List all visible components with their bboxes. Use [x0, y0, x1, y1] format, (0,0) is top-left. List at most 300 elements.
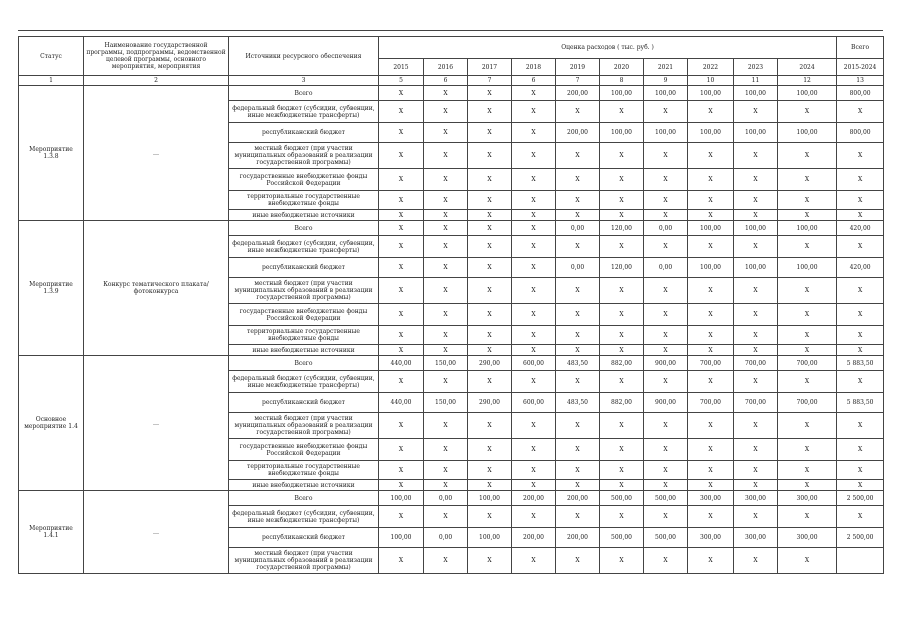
source-cell: иные внебюджетные источники [229, 210, 379, 221]
value-cell: X [644, 413, 688, 439]
year-2015: 2015 [379, 59, 424, 76]
total-cell: X [837, 326, 884, 345]
value-cell: 300,00 [734, 528, 778, 548]
source-cell: территориальные государственные внебюджетные фонды [229, 461, 379, 480]
value-cell: X [644, 143, 688, 169]
col-number: 5 [379, 76, 424, 86]
value-cell: 100,00 [778, 123, 837, 143]
value-cell: 100,00 [734, 86, 778, 101]
value-cell: X [424, 258, 468, 278]
measure-name-cell: … [84, 86, 229, 221]
value-cell: 120,00 [600, 258, 644, 278]
value-cell: X [468, 480, 512, 491]
value-cell: X [734, 304, 778, 326]
value-cell: X [512, 86, 556, 101]
col-number: 8 [600, 76, 644, 86]
source-cell: федеральный бюджет (субсидии, субвенции, иные межбюджетные трансферты) [229, 101, 379, 123]
value-cell: 100,00 [778, 86, 837, 101]
value-cell: X [512, 480, 556, 491]
value-cell: X [468, 221, 512, 236]
value-cell: X [778, 143, 837, 169]
col-number: 7 [468, 76, 512, 86]
value-cell: 700,00 [778, 356, 837, 371]
value-cell: X [424, 345, 468, 356]
value-cell: X [688, 506, 734, 528]
value-cell: X [688, 236, 734, 258]
value-cell: 150,00 [424, 393, 468, 413]
value-cell: X [512, 236, 556, 258]
value-cell: X [379, 413, 424, 439]
value-cell: X [512, 101, 556, 123]
value-cell: 200,00 [556, 86, 600, 101]
source-cell: федеральный бюджет (субсидии, субвенции, иные межбюджетные трансферты) [229, 371, 379, 393]
value-cell: X [424, 439, 468, 461]
value-cell: X [600, 191, 644, 210]
value-cell: X [778, 413, 837, 439]
value-cell: 150,00 [424, 356, 468, 371]
value-cell: X [644, 548, 688, 574]
value-cell: X [644, 506, 688, 528]
col-number: 6 [512, 76, 556, 86]
value-cell: 440,00 [379, 393, 424, 413]
value-cell: X [734, 101, 778, 123]
value-cell: X [778, 439, 837, 461]
value-cell: X [424, 326, 468, 345]
status-cell: Основное мероприятие 1.4 [19, 356, 84, 491]
value-cell: X [600, 169, 644, 191]
value-cell: X [379, 371, 424, 393]
value-cell: 600,00 [512, 393, 556, 413]
value-cell: X [512, 221, 556, 236]
value-cell: 882,00 [600, 356, 644, 371]
col-number: 13 [837, 76, 884, 86]
value-cell: X [512, 506, 556, 528]
value-cell: X [556, 371, 600, 393]
value-cell: 100,00 [688, 258, 734, 278]
value-cell: X [468, 326, 512, 345]
value-cell: 500,00 [600, 491, 644, 506]
value-cell: 100,00 [644, 86, 688, 101]
measure-name-cell: … [84, 491, 229, 574]
value-cell: X [734, 548, 778, 574]
col-number: 10 [688, 76, 734, 86]
value-cell: X [424, 461, 468, 480]
value-cell: X [468, 371, 512, 393]
col-number: 3 [229, 76, 379, 86]
value-cell: 700,00 [734, 393, 778, 413]
value-cell: X [600, 548, 644, 574]
source-cell: государственные внебюджетные фонды Российской Федерации [229, 439, 379, 461]
value-cell: X [556, 480, 600, 491]
value-cell: X [556, 439, 600, 461]
total-cell: X [837, 278, 884, 304]
value-cell: 882,00 [600, 393, 644, 413]
value-cell: X [734, 371, 778, 393]
total-cell: 800,00 [837, 123, 884, 143]
value-cell: X [600, 210, 644, 221]
value-cell: X [734, 278, 778, 304]
value-cell: X [688, 548, 734, 574]
source-cell: федеральный бюджет (субсидии, субвенции, иные межбюджетные трансферты) [229, 236, 379, 258]
value-cell: 200,00 [512, 528, 556, 548]
value-cell: X [734, 169, 778, 191]
value-cell: 200,00 [556, 123, 600, 143]
value-cell: X [688, 304, 734, 326]
value-cell: X [600, 278, 644, 304]
value-cell: X [424, 371, 468, 393]
col-number: 11 [734, 76, 778, 86]
value-cell: X [468, 258, 512, 278]
value-cell: 100,00 [734, 221, 778, 236]
value-cell: X [688, 371, 734, 393]
value-cell: X [379, 221, 424, 236]
value-cell: X [688, 345, 734, 356]
value-cell: X [512, 143, 556, 169]
value-cell: X [556, 143, 600, 169]
value-cell: X [424, 143, 468, 169]
estimate-header: Оценка расходов ( тыс. руб. ) [379, 37, 837, 59]
value-cell: X [644, 278, 688, 304]
value-cell: 600,00 [512, 356, 556, 371]
column-number-row [19, 76, 884, 86]
value-cell: X [688, 191, 734, 210]
value-cell: X [778, 191, 837, 210]
value-cell: X [556, 169, 600, 191]
value-cell: 200,00 [512, 491, 556, 506]
value-cell: X [379, 101, 424, 123]
value-cell: X [379, 169, 424, 191]
value-cell: 100,00 [688, 221, 734, 236]
value-cell: 500,00 [600, 528, 644, 548]
source-cell: Всего [229, 221, 379, 236]
value-cell: X [379, 123, 424, 143]
col-number: 12 [778, 76, 837, 86]
value-cell: 290,00 [468, 356, 512, 371]
value-cell: 100,00 [778, 221, 837, 236]
value-cell: 100,00 [379, 528, 424, 548]
value-cell: X [644, 191, 688, 210]
value-cell: X [688, 413, 734, 439]
value-cell: 0,00 [644, 258, 688, 278]
value-cell: X [379, 548, 424, 574]
value-cell: X [468, 101, 512, 123]
value-cell: X [512, 258, 556, 278]
total-cell: X [837, 506, 884, 528]
value-cell: X [734, 345, 778, 356]
value-cell: X [734, 210, 778, 221]
value-cell: 0,00 [644, 221, 688, 236]
status-cell: Мероприятие 1.3.8 [19, 86, 84, 221]
value-cell: X [778, 345, 837, 356]
value-cell: 100,00 [688, 86, 734, 101]
status-cell: Мероприятие 1.4.1 [19, 491, 84, 574]
sources-header: Источники ресурсного обеспечения [229, 37, 379, 76]
value-cell: X [600, 326, 644, 345]
value-cell: X [512, 413, 556, 439]
value-cell: X [778, 548, 837, 574]
total-cell: 5 883,50 [837, 393, 884, 413]
col-number: 1 [19, 76, 84, 86]
value-cell: X [600, 236, 644, 258]
value-cell: 900,00 [644, 356, 688, 371]
value-cell: X [379, 86, 424, 101]
value-cell: X [600, 304, 644, 326]
value-cell: 483,50 [556, 356, 600, 371]
year-2022: 2022 [688, 59, 734, 76]
value-cell: X [600, 345, 644, 356]
value-cell: X [734, 413, 778, 439]
value-cell: X [556, 461, 600, 480]
value-cell: X [644, 326, 688, 345]
top-rule [18, 30, 883, 31]
value-cell: X [512, 439, 556, 461]
value-cell: X [379, 461, 424, 480]
source-cell: иные внебюджетные источники [229, 480, 379, 491]
total-cell: X [837, 236, 884, 258]
table-row [19, 356, 884, 371]
value-cell: X [468, 169, 512, 191]
value-cell: X [688, 101, 734, 123]
value-cell: X [556, 278, 600, 304]
value-cell: X [512, 326, 556, 345]
value-cell: 100,00 [600, 86, 644, 101]
value-cell: X [379, 345, 424, 356]
year-2023: 2023 [734, 59, 778, 76]
value-cell: X [468, 86, 512, 101]
total-period: 2015-2024 [837, 59, 884, 76]
value-cell: X [468, 413, 512, 439]
col-number: 9 [644, 76, 688, 86]
total-cell: X [837, 439, 884, 461]
value-cell: X [424, 506, 468, 528]
value-cell: X [424, 236, 468, 258]
total-cell: X [837, 101, 884, 123]
value-cell: X [379, 480, 424, 491]
value-cell: X [424, 191, 468, 210]
value-cell: X [734, 236, 778, 258]
total-cell: X [837, 304, 884, 326]
value-cell: 0,00 [424, 528, 468, 548]
value-cell: 100,00 [734, 258, 778, 278]
total-header: Всего [837, 37, 884, 59]
value-cell: X [424, 169, 468, 191]
value-cell: 700,00 [734, 356, 778, 371]
value-cell: X [379, 210, 424, 221]
value-cell: X [379, 326, 424, 345]
value-cell: X [600, 480, 644, 491]
source-cell: республиканский бюджет [229, 393, 379, 413]
table-row [19, 491, 884, 506]
year-2020: 2020 [600, 59, 644, 76]
value-cell: 100,00 [468, 491, 512, 506]
table-body [19, 86, 884, 574]
value-cell: X [734, 506, 778, 528]
value-cell: X [424, 101, 468, 123]
value-cell: 300,00 [688, 528, 734, 548]
value-cell: X [379, 506, 424, 528]
value-cell: X [778, 304, 837, 326]
value-cell: X [468, 548, 512, 574]
value-cell: X [644, 304, 688, 326]
value-cell: X [556, 548, 600, 574]
value-cell: X [688, 143, 734, 169]
value-cell: X [688, 461, 734, 480]
total-cell: 5 883,50 [837, 356, 884, 371]
year-2021: 2021 [644, 59, 688, 76]
source-cell: местный бюджет (при участии муниципальных образований в реализации государственной программы) [229, 413, 379, 439]
value-cell: X [424, 221, 468, 236]
value-cell: 440,00 [379, 356, 424, 371]
value-cell: X [734, 439, 778, 461]
value-cell: 700,00 [778, 393, 837, 413]
year-2019: 2019 [556, 59, 600, 76]
source-cell: Всего [229, 491, 379, 506]
value-cell: X [379, 278, 424, 304]
value-cell: 100,00 [600, 123, 644, 143]
source-cell: республиканский бюджет [229, 258, 379, 278]
value-cell: X [379, 258, 424, 278]
value-cell: X [778, 461, 837, 480]
value-cell: 700,00 [688, 356, 734, 371]
value-cell: X [512, 191, 556, 210]
table-row [19, 221, 884, 236]
value-cell: X [556, 506, 600, 528]
source-cell: государственные внебюджетные фонды Российской Федерации [229, 169, 379, 191]
value-cell: 100,00 [778, 258, 837, 278]
total-cell: 2 500,00 [837, 528, 884, 548]
value-cell: 483,50 [556, 393, 600, 413]
value-cell: X [379, 439, 424, 461]
value-cell: 200,00 [556, 528, 600, 548]
value-cell: X [424, 278, 468, 304]
table-row [19, 86, 884, 101]
value-cell: X [556, 304, 600, 326]
value-cell: X [468, 210, 512, 221]
value-cell: X [556, 413, 600, 439]
value-cell: X [734, 480, 778, 491]
value-cell: X [778, 169, 837, 191]
value-cell: X [512, 210, 556, 221]
value-cell: X [734, 191, 778, 210]
value-cell: X [600, 371, 644, 393]
value-cell: X [778, 506, 837, 528]
value-cell: X [734, 143, 778, 169]
value-cell: X [556, 345, 600, 356]
value-cell: X [424, 480, 468, 491]
value-cell: X [556, 326, 600, 345]
value-cell: X [734, 461, 778, 480]
source-cell: иные внебюджетные источники [229, 345, 379, 356]
col-number: 6 [424, 76, 468, 86]
total-cell: 2 500,00 [837, 491, 884, 506]
value-cell: X [424, 304, 468, 326]
measure-name-cell: Конкурс тематического плаката/фотоконкурса [84, 221, 229, 356]
value-cell: X [512, 461, 556, 480]
value-cell: X [468, 461, 512, 480]
value-cell: X [468, 345, 512, 356]
source-cell: Всего [229, 356, 379, 371]
value-cell: X [688, 480, 734, 491]
year-2017: 2017 [468, 59, 512, 76]
value-cell: X [468, 439, 512, 461]
value-cell: X [379, 236, 424, 258]
value-cell: 0,00 [556, 221, 600, 236]
value-cell: X [468, 123, 512, 143]
value-cell: X [424, 123, 468, 143]
name-header: Наименование государственной программы, подпрограммы, ведомственной целевой программы, основного мероприятия, мероприятия [84, 37, 229, 76]
value-cell: X [688, 326, 734, 345]
total-cell: X [837, 480, 884, 491]
year-2024: 2024 [778, 59, 837, 76]
value-cell: X [600, 439, 644, 461]
value-cell: X [424, 413, 468, 439]
value-cell: 700,00 [688, 393, 734, 413]
value-cell: X [600, 413, 644, 439]
source-cell: местный бюджет (при участии муниципальных образований в реализации государственной программы) [229, 278, 379, 304]
value-cell: X [688, 210, 734, 221]
value-cell: X [688, 278, 734, 304]
source-cell: территориальные государственные внебюджетные фонды [229, 191, 379, 210]
status-header: Статус [19, 37, 84, 76]
source-cell: местный бюджет (при участии муниципальных образований в реализации государственной программы) [229, 548, 379, 574]
value-cell: 100,00 [379, 491, 424, 506]
col-number: 7 [556, 76, 600, 86]
value-cell: X [644, 169, 688, 191]
total-cell: 420,00 [837, 221, 884, 236]
header-row-1 [19, 37, 884, 59]
value-cell: X [512, 371, 556, 393]
value-cell: 300,00 [778, 528, 837, 548]
col-number: 2 [84, 76, 229, 86]
value-cell: X [644, 236, 688, 258]
value-cell: X [556, 191, 600, 210]
value-cell: X [468, 506, 512, 528]
source-cell: республиканский бюджет [229, 123, 379, 143]
value-cell: X [688, 439, 734, 461]
value-cell: X [734, 326, 778, 345]
status-cell: Мероприятие 1.3.9 [19, 221, 84, 356]
measure-name-cell: … [84, 356, 229, 491]
value-cell: X [468, 191, 512, 210]
value-cell: X [688, 169, 734, 191]
value-cell: X [468, 236, 512, 258]
value-cell: X [424, 548, 468, 574]
value-cell: 100,00 [468, 528, 512, 548]
total-cell: X [837, 371, 884, 393]
value-cell: X [600, 101, 644, 123]
value-cell: X [600, 461, 644, 480]
value-cell: X [778, 480, 837, 491]
value-cell: 200,00 [556, 491, 600, 506]
value-cell: X [778, 236, 837, 258]
year-2016: 2016 [424, 59, 468, 76]
value-cell: X [600, 143, 644, 169]
value-cell: X [512, 304, 556, 326]
value-cell: 100,00 [688, 123, 734, 143]
total-cell: X [837, 210, 884, 221]
value-cell: X [512, 123, 556, 143]
value-cell: X [778, 278, 837, 304]
value-cell: 100,00 [734, 123, 778, 143]
value-cell: 0,00 [424, 491, 468, 506]
total-cell: 420,00 [837, 258, 884, 278]
value-cell: X [644, 461, 688, 480]
value-cell: X [644, 101, 688, 123]
value-cell: X [556, 101, 600, 123]
total-cell: X [837, 143, 884, 169]
value-cell: 500,00 [644, 491, 688, 506]
value-cell: 100,00 [644, 123, 688, 143]
